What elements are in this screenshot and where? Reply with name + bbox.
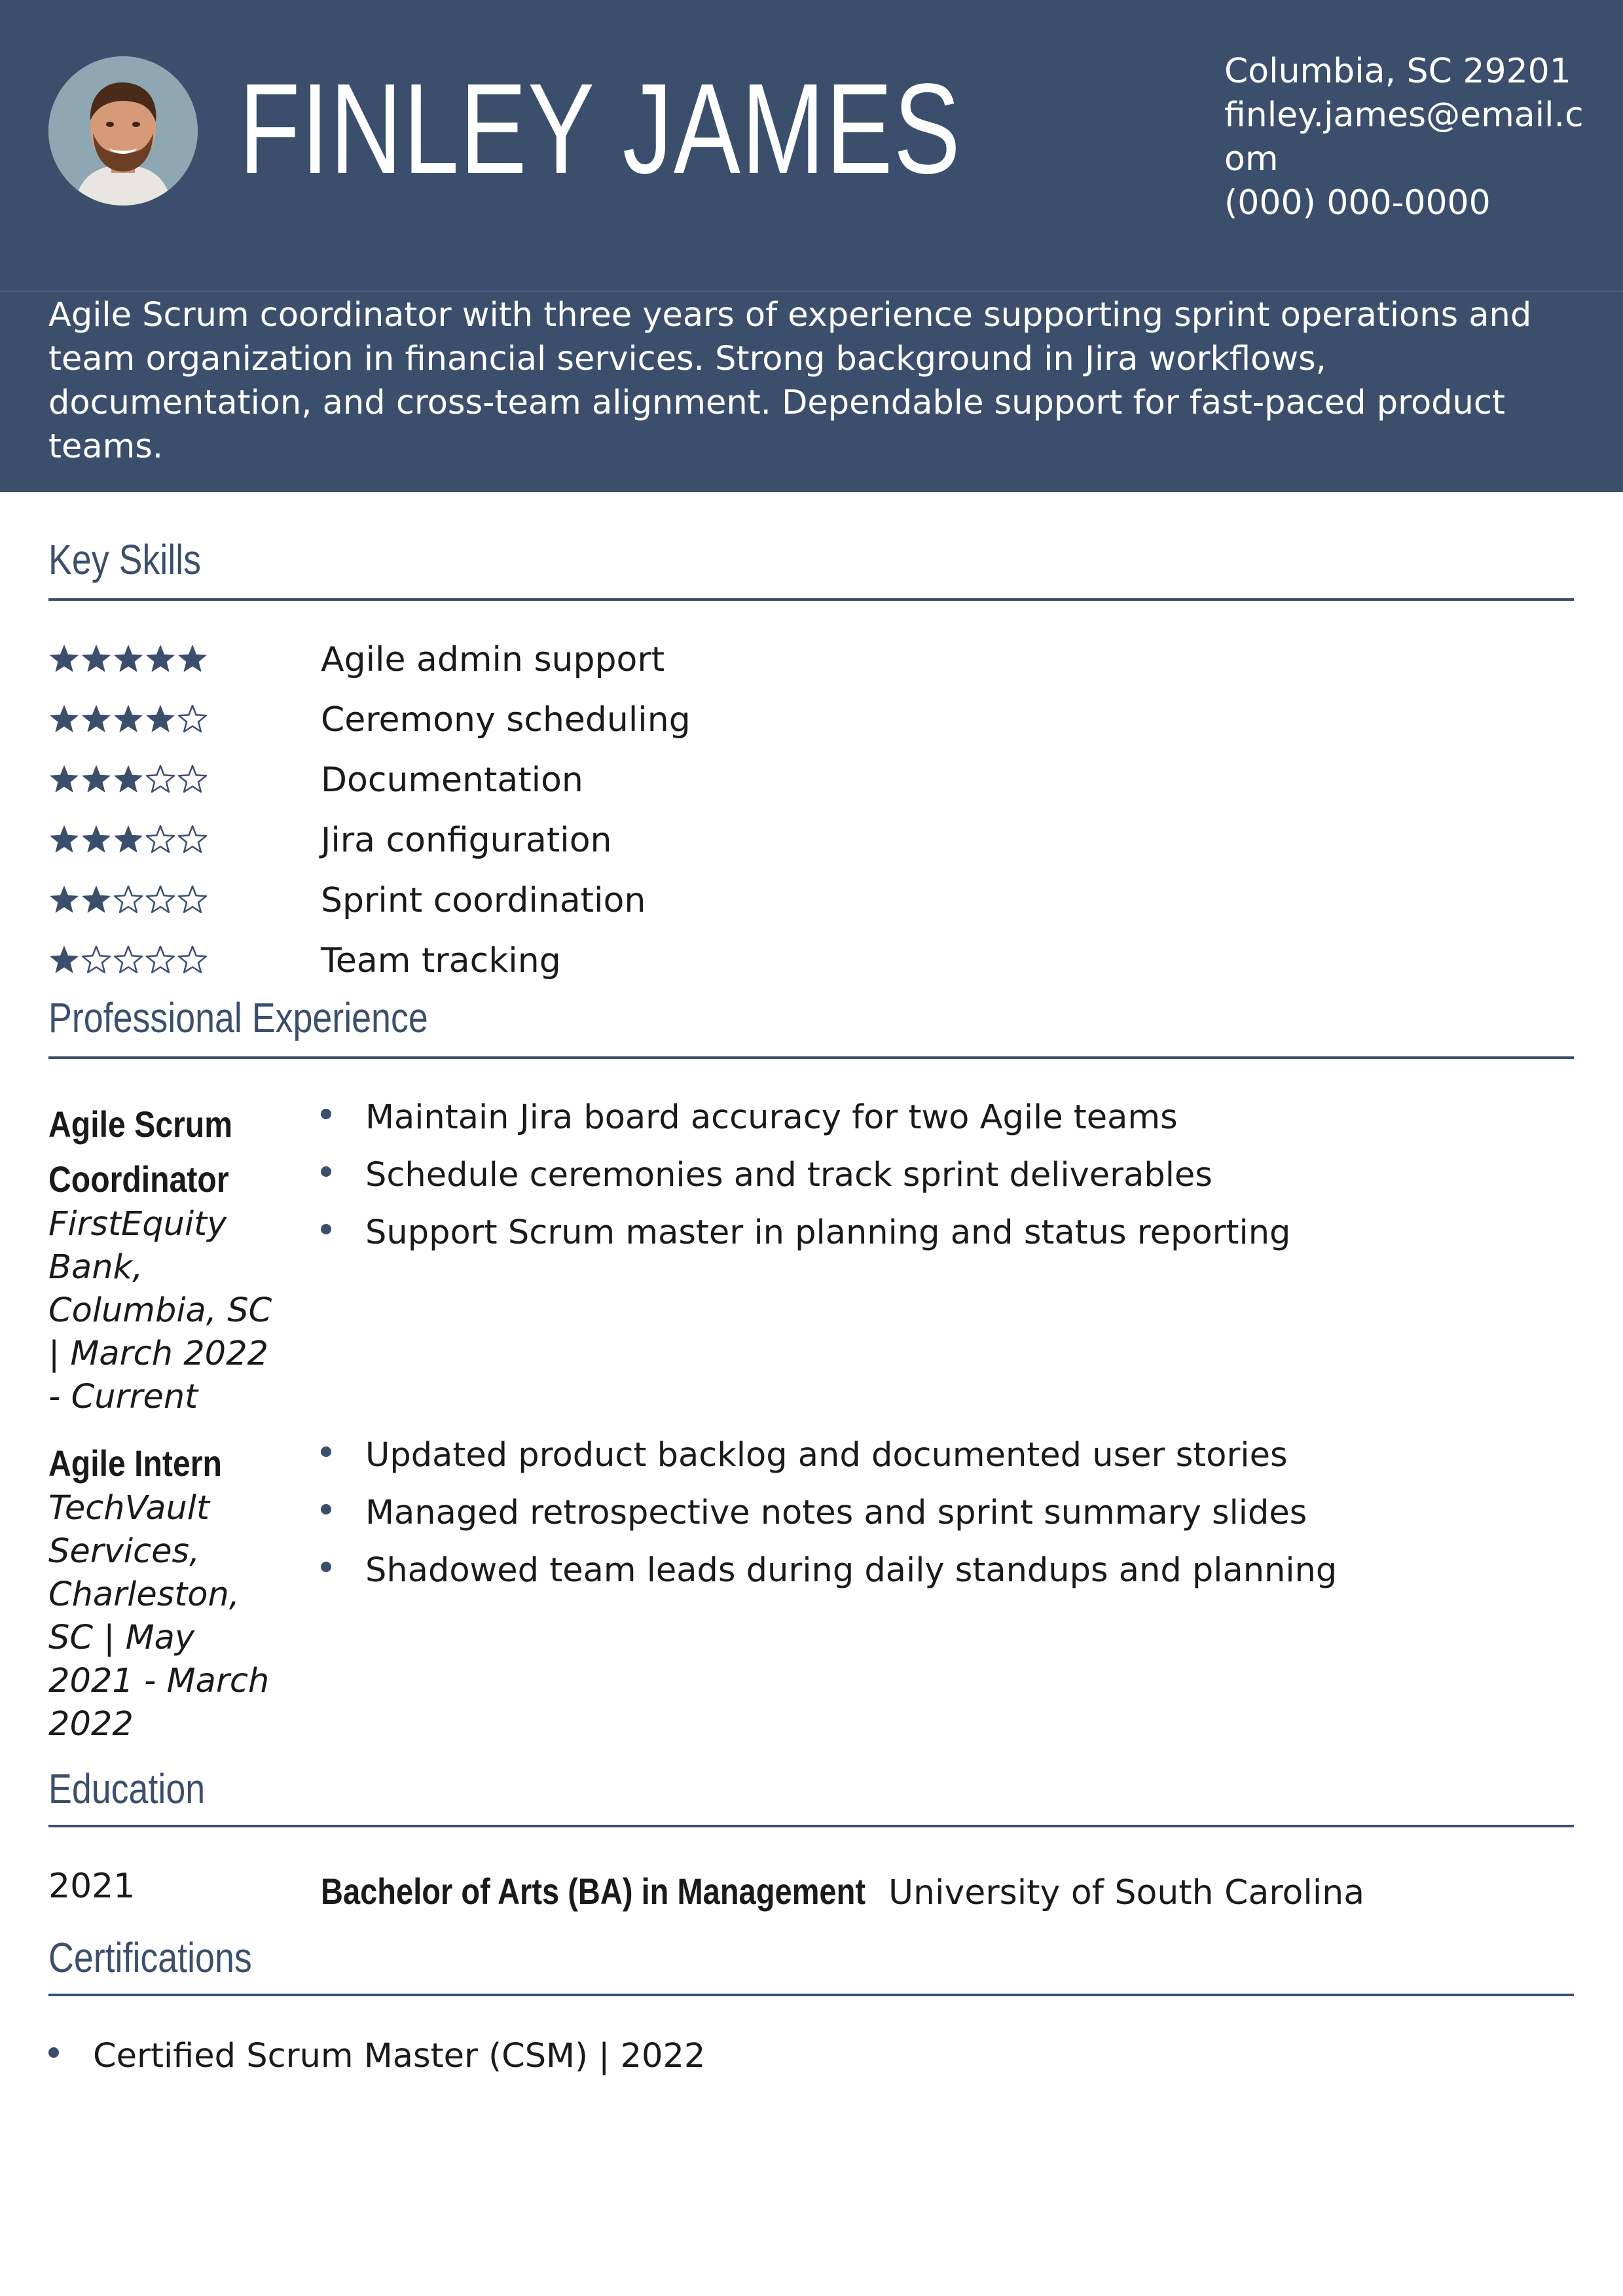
star-filled-icon bbox=[50, 645, 78, 672]
candidate-name: FINLEY JAMES bbox=[239, 57, 962, 200]
job-meta-line: Bank, bbox=[48, 1248, 143, 1287]
certification-item: Certified Scrum Master (CSM) | 2022 bbox=[48, 2028, 705, 2085]
bullet-dot bbox=[321, 1109, 331, 1119]
star-filled-icon bbox=[50, 946, 78, 973]
skill-label: Ceremony scheduling bbox=[321, 700, 691, 740]
star-filled-icon bbox=[82, 766, 110, 792]
star-filled-icon bbox=[115, 766, 142, 792]
star-filled-icon bbox=[50, 706, 78, 732]
star-filled-icon bbox=[179, 645, 206, 672]
star-empty-icon bbox=[147, 766, 174, 792]
rating-stars bbox=[48, 703, 212, 738]
bullet-item: Updated product backlog and documented user stories bbox=[321, 1427, 1337, 1484]
email-line-2: om bbox=[1224, 139, 1279, 179]
job-meta-line: SC | May bbox=[48, 1619, 195, 1657]
star-filled-icon bbox=[115, 645, 142, 672]
job-title-line: Agile Intern bbox=[48, 1443, 222, 1484]
star-empty-icon bbox=[82, 946, 110, 973]
education-school: University of South Carolina bbox=[888, 1873, 1365, 1912]
star-empty-icon bbox=[179, 946, 206, 973]
education-degree: Bachelor of Arts (BA) in Management bbox=[321, 1871, 866, 1912]
star-filled-icon bbox=[82, 645, 110, 672]
bullet-dot bbox=[321, 1562, 331, 1572]
header-divider bbox=[0, 291, 1623, 292]
section-rule bbox=[48, 1056, 1574, 1059]
job-meta-line: Columbia, SC bbox=[48, 1291, 272, 1330]
section-title-certifications: Certifications bbox=[48, 1934, 252, 1981]
star-filled-icon bbox=[50, 766, 78, 792]
section-title-skills: Key Skills bbox=[48, 536, 202, 583]
job-meta-line: Charleston, bbox=[48, 1575, 240, 1614]
rating-stars bbox=[48, 884, 212, 919]
section-rule bbox=[48, 1994, 1574, 1996]
location-text: Columbia, SC 29201 bbox=[1224, 52, 1571, 91]
bullet-item: Managed retrospective notes and sprint summary slides bbox=[321, 1484, 1337, 1542]
star-empty-icon bbox=[147, 826, 174, 852]
skill-label: Jira configuration bbox=[321, 821, 612, 860]
professional-summary: Agile Scrum coordinator with three years of experience supporting sprint operations and team organization in financial services. Strong background in Jira workflows, documentation, and cross-team alignment. Dependable support for fast-paced product teams. bbox=[48, 296, 1532, 466]
star-filled-icon bbox=[147, 706, 174, 732]
email-line-1: finley.james@email.c bbox=[1224, 96, 1584, 135]
job-meta-line: 2022 bbox=[48, 1705, 134, 1744]
star-empty-icon bbox=[179, 826, 206, 852]
star-empty-icon bbox=[179, 886, 206, 912]
bullet-item: Shadowed team leads during daily standups and planning bbox=[321, 1542, 1337, 1600]
job-title-line: Coordinator bbox=[48, 1158, 229, 1200]
star-empty-icon bbox=[179, 766, 206, 792]
section-rule bbox=[48, 1825, 1574, 1827]
rating-stars bbox=[48, 944, 212, 979]
star-filled-icon bbox=[50, 826, 78, 852]
section-title-education: Education bbox=[48, 1765, 206, 1812]
job-meta-line: | March 2022 bbox=[48, 1335, 268, 1373]
star-filled-icon bbox=[82, 826, 110, 852]
job-bullets bbox=[321, 1427, 1337, 1600]
star-filled-icon bbox=[147, 645, 174, 672]
skill-label: Agile admin support bbox=[321, 640, 665, 679]
profile-photo bbox=[48, 56, 198, 206]
job-meta-line: TechVault bbox=[48, 1489, 210, 1528]
job-meta bbox=[48, 1203, 284, 1419]
star-empty-icon bbox=[115, 946, 142, 973]
bullet-dot bbox=[321, 1166, 331, 1177]
bullet-dot bbox=[321, 1446, 331, 1457]
star-filled-icon bbox=[50, 886, 78, 912]
job-title bbox=[48, 1436, 251, 1491]
job-meta-line: 2021 - March bbox=[48, 1662, 270, 1700]
skill-label: Documentation bbox=[321, 761, 583, 800]
rating-stars bbox=[48, 823, 212, 859]
bullet-item: Schedule ceremonies and track sprint deliverables bbox=[321, 1147, 1290, 1204]
job-meta-line: - Current bbox=[48, 1378, 198, 1416]
star-empty-icon bbox=[147, 946, 174, 973]
header-banner bbox=[0, 0, 1623, 492]
skill-label: Sprint coordination bbox=[321, 881, 646, 920]
star-filled-icon bbox=[115, 706, 142, 732]
bullet-dot bbox=[321, 1224, 331, 1234]
star-filled-icon bbox=[82, 706, 110, 732]
education-year: 2021 bbox=[48, 1867, 136, 1906]
job-bullets bbox=[321, 1089, 1290, 1262]
section-rule bbox=[48, 598, 1574, 601]
rating-stars bbox=[48, 763, 212, 798]
job-meta bbox=[48, 1487, 284, 1746]
star-filled-icon bbox=[82, 886, 110, 912]
job-title-line: Agile Scrum bbox=[48, 1103, 233, 1145]
job-meta-line: Services, bbox=[48, 1532, 200, 1571]
phone-text: (000) 000-0000 bbox=[1224, 183, 1491, 223]
job-meta-line: FirstEquity bbox=[48, 1205, 227, 1244]
bullet-dot bbox=[48, 2047, 59, 2058]
contact-info bbox=[1224, 50, 1591, 225]
bullet-item: Maintain Jira board accuracy for two Agile teams bbox=[321, 1089, 1290, 1147]
bullet-item: Support Scrum master in planning and status reporting bbox=[321, 1204, 1290, 1262]
star-filled-icon bbox=[115, 826, 142, 852]
bullet-dot bbox=[321, 1504, 331, 1515]
section-title-experience: Professional Experience bbox=[48, 994, 428, 1041]
star-empty-icon bbox=[179, 706, 206, 732]
star-empty-icon bbox=[147, 886, 174, 912]
job-title bbox=[48, 1097, 251, 1207]
rating-stars bbox=[48, 643, 212, 678]
skill-label: Team tracking bbox=[321, 941, 561, 980]
certifications-list bbox=[48, 2028, 705, 2085]
star-empty-icon bbox=[115, 886, 142, 912]
